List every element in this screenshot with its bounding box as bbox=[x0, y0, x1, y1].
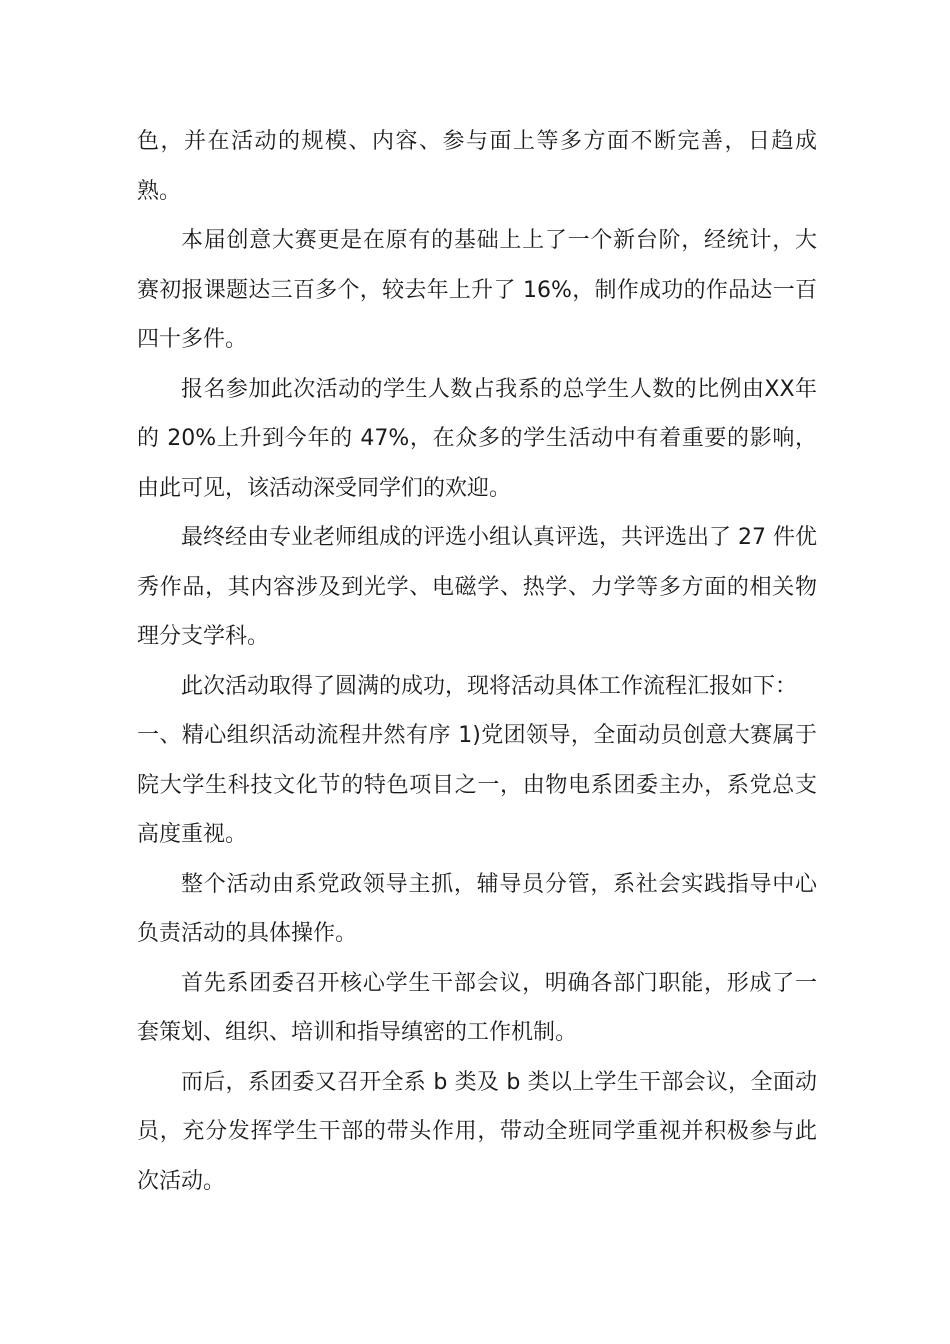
document-body bbox=[137, 117, 817, 1206]
paragraph: 一、精心组织活动流程井然有序 1)党团领导，全面动员创意大赛属于院大学生科技文化节的特色项目之一，由物电系团委主办，系党总支高度重视。 bbox=[137, 723, 817, 847]
paragraph: 而后，系团委又召开全系 b 类及 b 类以上学生干部会议，全面动员，充分发挥学生干部的带头作用，带动全班同学重视并积极参与此次活动。 bbox=[137, 1069, 817, 1194]
paragraph: 首先系团委召开核心学生干部会议，明确各部门职能，形成了一套策划、组织、培训和指导缜密的工作机制。 bbox=[137, 970, 817, 1045]
paragraph: 最终经由专业老师组成的评选小组认真评选，共评选出了 27 件优秀作品，其内容涉及到光学、电磁学、热学、力学等多方面的相关物理分支学科。 bbox=[137, 525, 817, 649]
paragraph: 报名参加此次活动的学生人数占我系的总学生人数的比例由XX年的 20%上升到今年的 47%，在众多的学生活动中有着重要的影响，由此可见，该活动深受同学们的欢迎。 bbox=[137, 376, 817, 501]
paragraph: 色，并在活动的规模、内容、参与面上等多方面不断完善，日趋成熟。 bbox=[137, 129, 817, 204]
paragraph: 本届创意大赛更是在原有的基础上上了一个新台阶，经统计，大赛初报课题达三百多个，较去年上升了 16%，制作成功的作品达一百四十多件。 bbox=[137, 228, 817, 352]
paragraph: 此次活动取得了圆满的成功，现将活动具体工作流程汇报如下： bbox=[181, 673, 798, 699]
paragraph: 整个活动由系党政领导主抓，辅导员分管，系社会实践指导中心负责活动的具体操作。 bbox=[137, 871, 817, 946]
